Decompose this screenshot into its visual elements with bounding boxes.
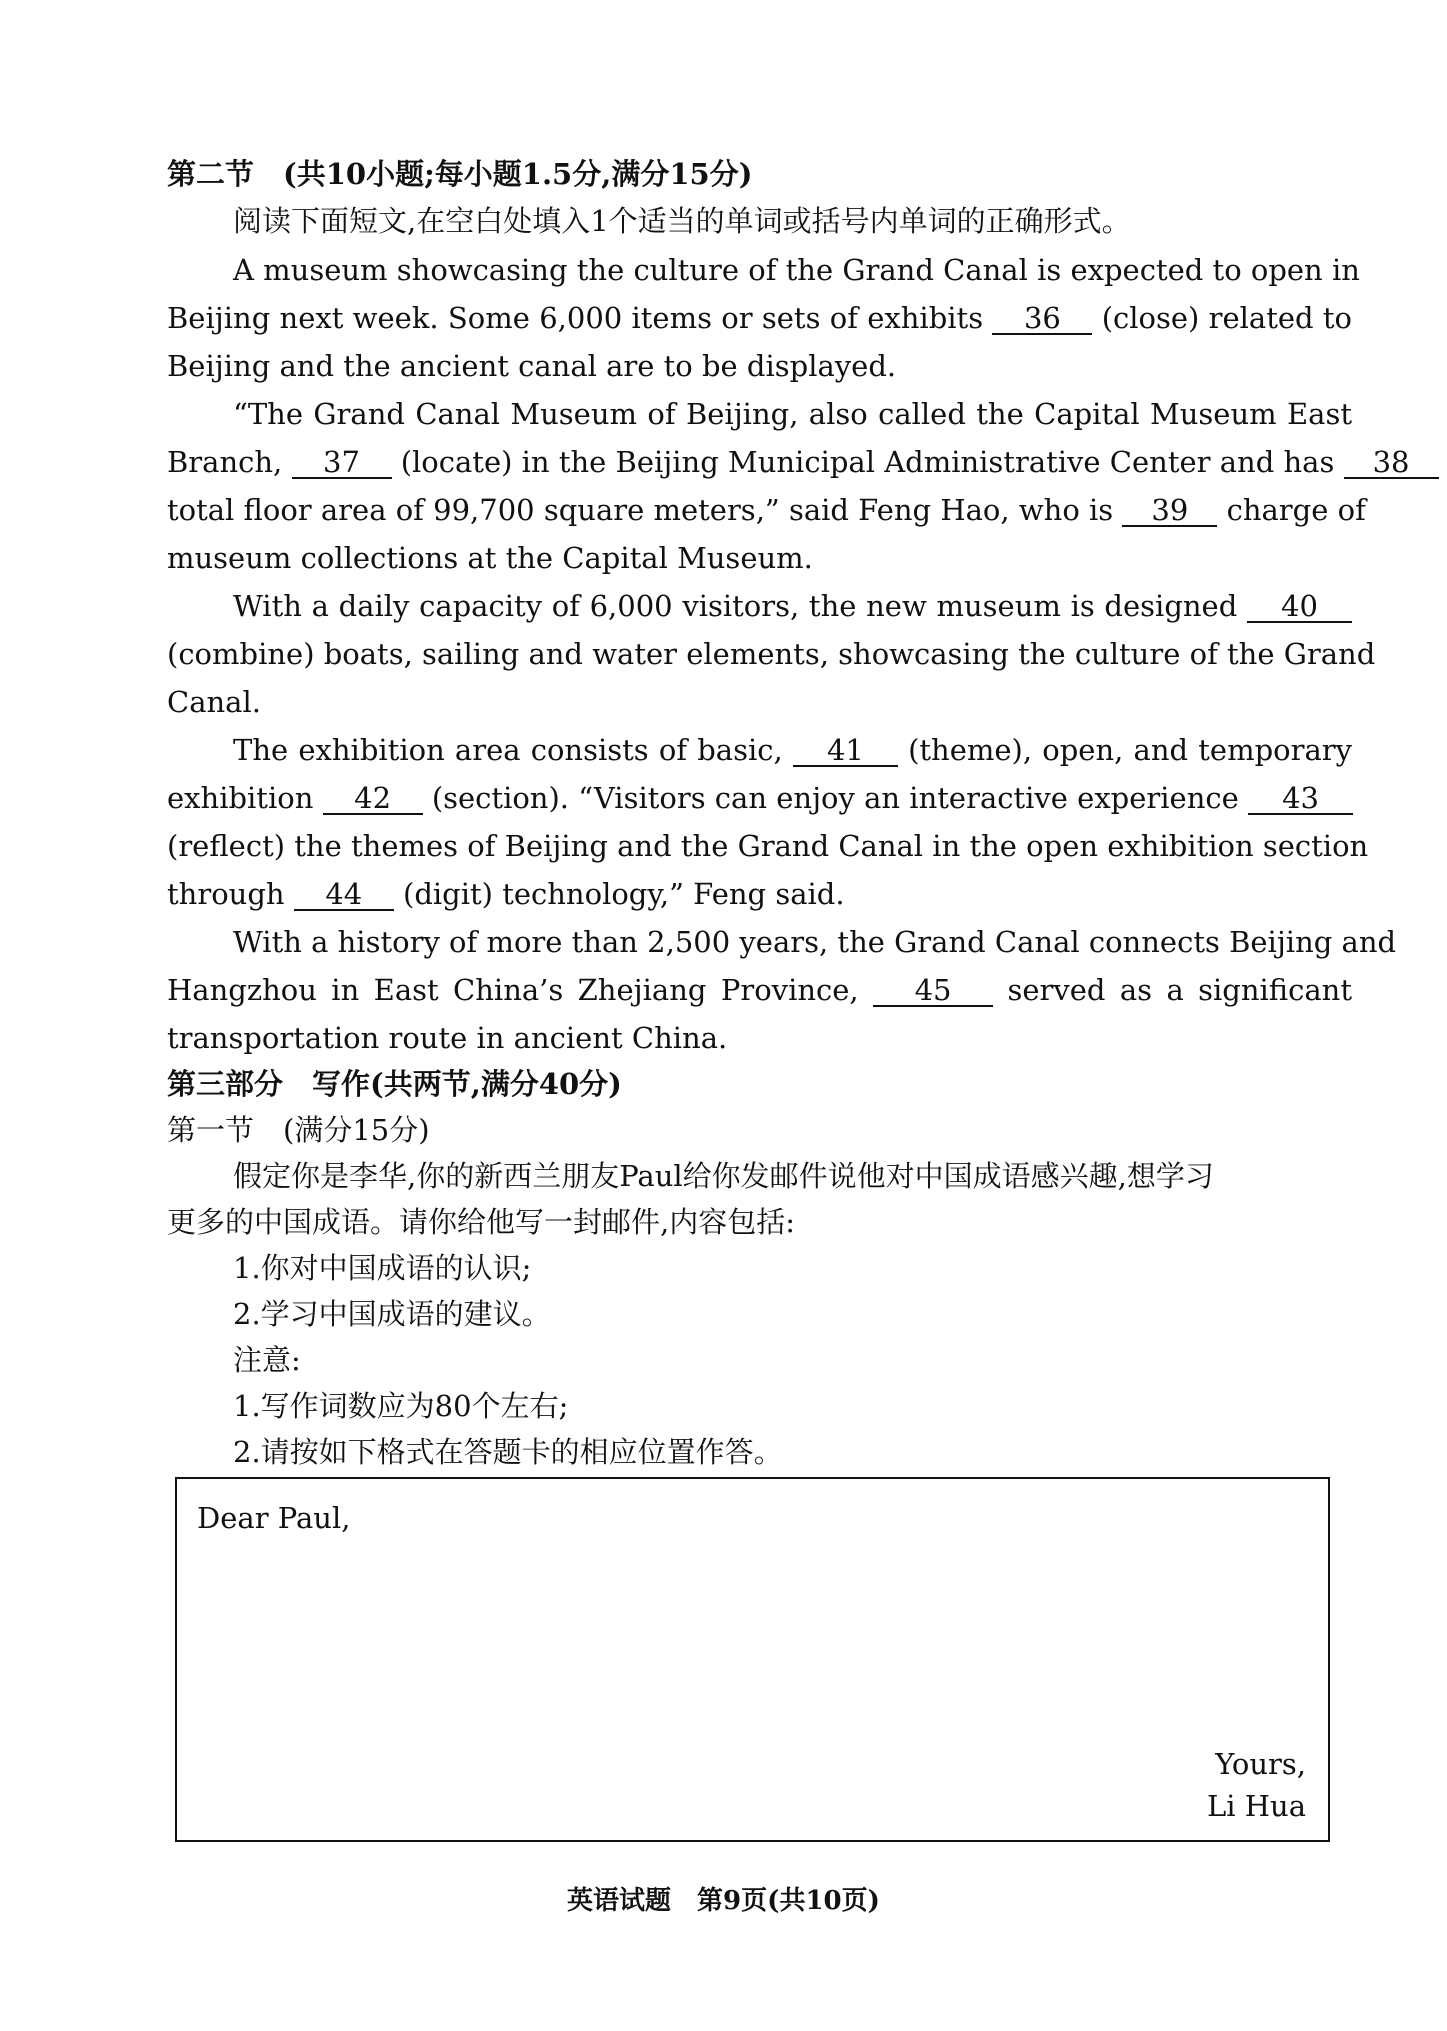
passage-line: museum collections at the Capital Museum.: [167, 541, 813, 575]
letter-format-box: [175, 1477, 1330, 1842]
page-footer: 英语试题 第9页(共10页): [567, 1886, 880, 1916]
task-point-2: 2.学习中国成语的建议。: [233, 1297, 551, 1331]
passage-line: through 44 (digit) technology,” Feng said.: [167, 877, 845, 911]
passage-line: “The Grand Canal Museum of Beijing, also called the Capital Museum East: [233, 397, 1352, 431]
passage-line: (reflect) the themes of Beijing and the Grand Canal in the open exhibition section: [167, 829, 1369, 863]
part3-section1-heading: 第一节 (满分15分): [167, 1113, 430, 1147]
passage-line: Beijing and the ancient canal are to be displayed.: [167, 349, 897, 383]
blank-37: 37: [292, 447, 392, 479]
blank-39: 39: [1122, 495, 1217, 527]
writing-task-text: 更多的中国成语。请你给他写一封邮件,内容包括:: [167, 1205, 795, 1239]
passage-line: total floor area of 99,700 square meters,” said Feng Hao, who is 39 charge of: [167, 493, 1366, 527]
blank-38: 38: [1344, 447, 1439, 479]
section2-heading: 第二节 (共10小题;每小题1.5分,满分15分): [167, 157, 753, 191]
note-2: 2.请按如下格式在答题卡的相应位置作答。: [233, 1435, 783, 1469]
writing-task-text: 假定你是李华,你的新西兰朋友Paul给你发邮件说他对中国成语感兴趣,想学习: [233, 1159, 1214, 1193]
task-point-1: 1.你对中国成语的认识;: [233, 1251, 532, 1285]
letter-greeting: Dear Paul,: [197, 1501, 351, 1535]
blank-40: 40: [1247, 591, 1352, 623]
passage-line: transportation route in ancient China.: [167, 1021, 728, 1055]
part3-heading: 第三部分 写作(共两节,满分40分): [167, 1067, 622, 1101]
passage-line: Hangzhou in East China’s Zhejiang Province, 45 served as a significant: [167, 973, 1353, 1007]
blank-43: 43: [1248, 783, 1353, 815]
passage-line: With a history of more than 2,500 years, the Grand Canal connects Beijing and: [233, 925, 1397, 959]
blank-36: 36: [992, 303, 1092, 335]
note-label: 注意:: [233, 1343, 301, 1377]
passage-line: A museum showcasing the culture of the Grand Canal is expected to open in: [233, 253, 1360, 287]
passage-line: (combine) boats, sailing and water elements, showcasing the culture of the Grand: [167, 637, 1376, 671]
section2-instruction: 阅读下面短文,在空白处填入1个适当的单词或括号内单词的正确形式。: [233, 204, 1131, 238]
blank-45: 45: [873, 975, 993, 1007]
note-1: 1.写作词数应为80个左右;: [233, 1389, 569, 1423]
blank-44: 44: [294, 879, 394, 911]
passage-line: Canal.: [167, 685, 261, 719]
passage-line: The exhibition area consists of basic, 41 (theme), open, and temporary: [233, 733, 1352, 767]
blank-41: 41: [793, 735, 898, 767]
letter-closing: Yours,: [1215, 1747, 1306, 1781]
passage-line: Branch, 37 (locate) in the Beijing Municipal Administrative Center and has 38: [167, 444, 1352, 480]
passage-line: exhibition 42 (section). “Visitors can enjoy an interactive experience 43: [167, 780, 1352, 816]
blank-42: 42: [323, 783, 423, 815]
letter-signature: Li Hua: [1206, 1789, 1306, 1823]
passage-line: Beijing next week. Some 6,000 items or sets of exhibits 36 (close) related to: [167, 301, 1353, 335]
passage-line: With a daily capacity of 6,000 visitors, the new museum is designed 40: [233, 588, 1352, 624]
